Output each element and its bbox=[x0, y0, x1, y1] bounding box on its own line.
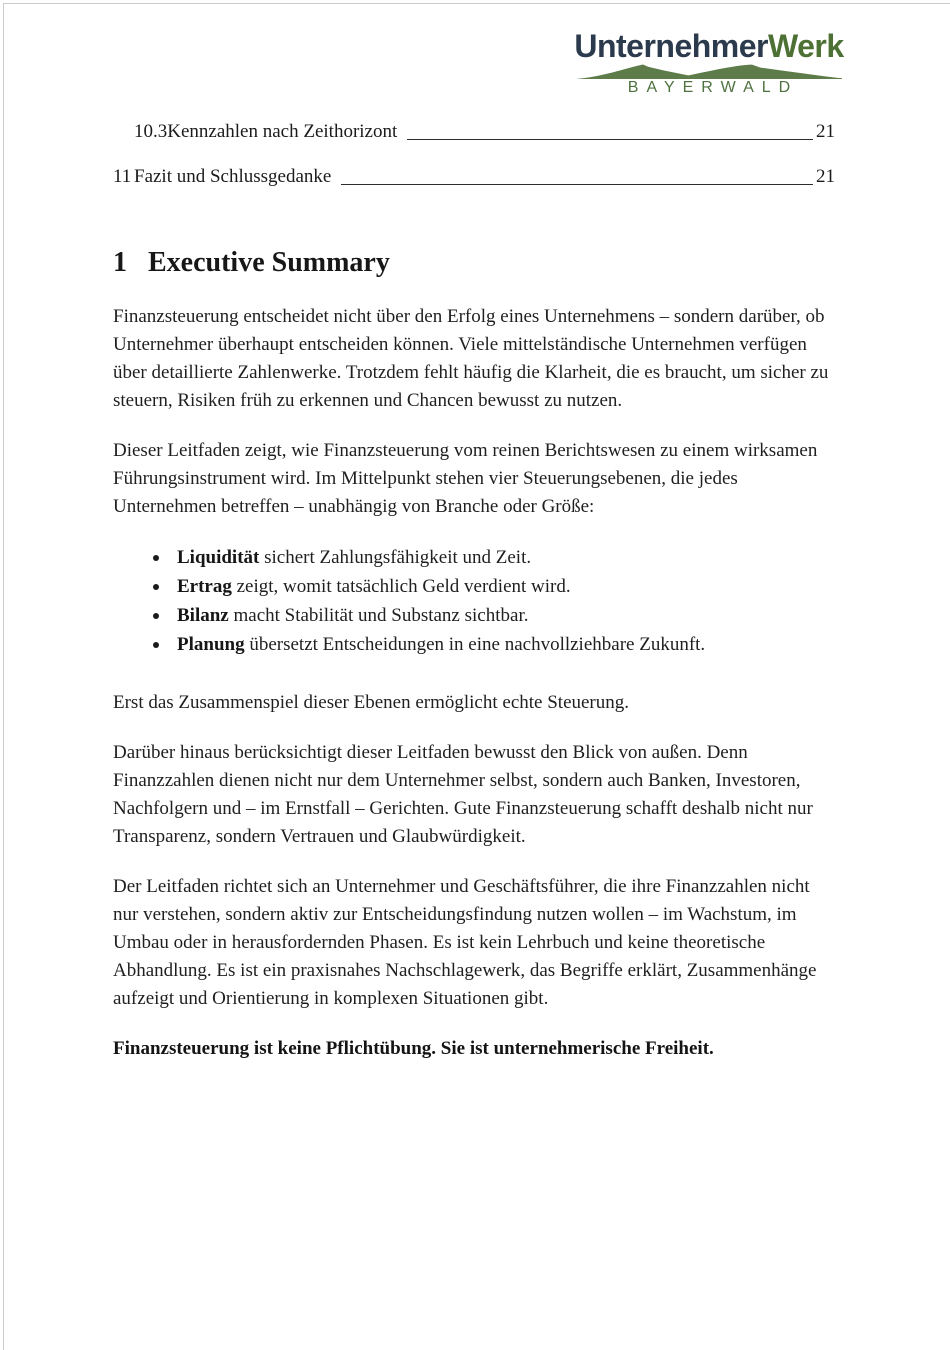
closing-statement: Finanzsteuerung ist keine Pflichtübung. Sie ist unternehmerische Freiheit. bbox=[113, 1038, 714, 1059]
toc-entry-kennzahlen-nach-zeithorizont[interactable] bbox=[113, 120, 835, 144]
toc-entry-fazit-und-schlussgedanke[interactable] bbox=[113, 165, 835, 189]
logo-wordmark-primary: Unternehmer bbox=[574, 28, 768, 64]
list-item-liquiditaet bbox=[113, 543, 835, 572]
paragraph-intro: Finanzsteuerung entscheidet nicht über den Erfolg eines Unternehmens – sondern darüber, ob Unternehmer überhaupt entscheiden können. Viele mittelständische Unternehmen verfügen über detaillierte Zahlenwerke. Trotzdem fehlt häufig die Klarheit, die es braucht, um sicher zu steuern, Risiken früh zu erkennen und Chancen bewusst zu nutzen. bbox=[113, 306, 829, 411]
paragraph-zusammenspiel: Erst das Zusammenspiel dieser Ebenen ermöglicht echte Steuerung. bbox=[113, 692, 630, 713]
toc-entry-title: Kennzahlen nach Zeithorizont bbox=[167, 121, 398, 142]
bullet-text: sichert Zahlungsfähigkeit und Zeit. bbox=[259, 547, 532, 568]
bullet-text: macht Stabilität und Substanz sichtbar. bbox=[228, 605, 529, 626]
paragraph-blick-von-aussen: Darüber hinaus berücksichtigt dieser Leitfaden bewusst den Blick von außen. Denn Finanzzahlen dienen nicht nur dem Unternehmer selbst, sondern auch Banken, Investoren, Nachfolgern und – im Ernstfall – Gerichten. Gute Finanzsteuerung schafft deshalb nicht nur Transparenz, sondern Vertrauen und Glaubwürdigkeit. bbox=[113, 742, 813, 847]
section-heading bbox=[113, 246, 835, 280]
section-number: 1 bbox=[113, 247, 127, 278]
list-item-planung bbox=[113, 630, 835, 659]
bullet-term: Planung bbox=[177, 634, 245, 655]
paragraph-zielgruppe: Der Leitfaden richtet sich an Unternehmer und Geschäftsführer, die ihre Finanzzahlen nicht nur verstehen, sondern aktiv zur Entscheidungsfindung nutzen wollen – im Wachstum, im Umbau oder in herausfordernden Phasen. Es ist kein Lehrbuch und keine theoretische Abhandlung. Es ist ein praxisnahes Nachschlagewerk, das Begriffe erklärt, Zusammenhänge aufzeigt und Orientierung in komplexen Situationen gibt. bbox=[113, 876, 817, 1009]
toc-entry-number: 11 bbox=[113, 166, 132, 187]
logo-tagline: BAYERWALD bbox=[627, 79, 799, 96]
bullet-term: Ertrag bbox=[177, 576, 232, 597]
bullet-text: übersetzt Entscheidungen in eine nachvollziehbare Zukunft. bbox=[244, 634, 706, 655]
toc-entry-page-number: 21 bbox=[816, 166, 835, 187]
paragraph-leitfaden: Dieser Leitfaden zeigt, wie Finanzsteuerung vom reinen Berichtswesen zu einem wirksamen Führungsinstrument wird. Im Mittelpunkt stehen vier Steuerungsebenen, die jedes Unternehmen betreffen – unabhängig von Branche oder Größe: bbox=[113, 440, 818, 517]
list-item-bilanz bbox=[113, 601, 835, 630]
table-of-contents bbox=[113, 120, 835, 189]
section-title: Executive Summary bbox=[148, 247, 390, 278]
steering-levels-list bbox=[113, 543, 835, 659]
toc-leader-line bbox=[341, 183, 813, 185]
list-item-ertrag bbox=[113, 572, 835, 601]
logo-wordmark-secondary: Werk bbox=[767, 28, 844, 64]
toc-entry-page-number: 21 bbox=[816, 121, 835, 142]
toc-entry-number: 10.3 bbox=[134, 121, 168, 142]
toc-leader-line bbox=[407, 138, 813, 140]
bullet-term: Bilanz bbox=[177, 605, 229, 626]
bullet-term: Liquidität bbox=[177, 547, 260, 568]
toc-entry-title: Fazit und Schlussgedanke bbox=[134, 166, 332, 187]
bullet-text: zeigt, womit tatsächlich Geld verdient wird. bbox=[231, 576, 571, 597]
